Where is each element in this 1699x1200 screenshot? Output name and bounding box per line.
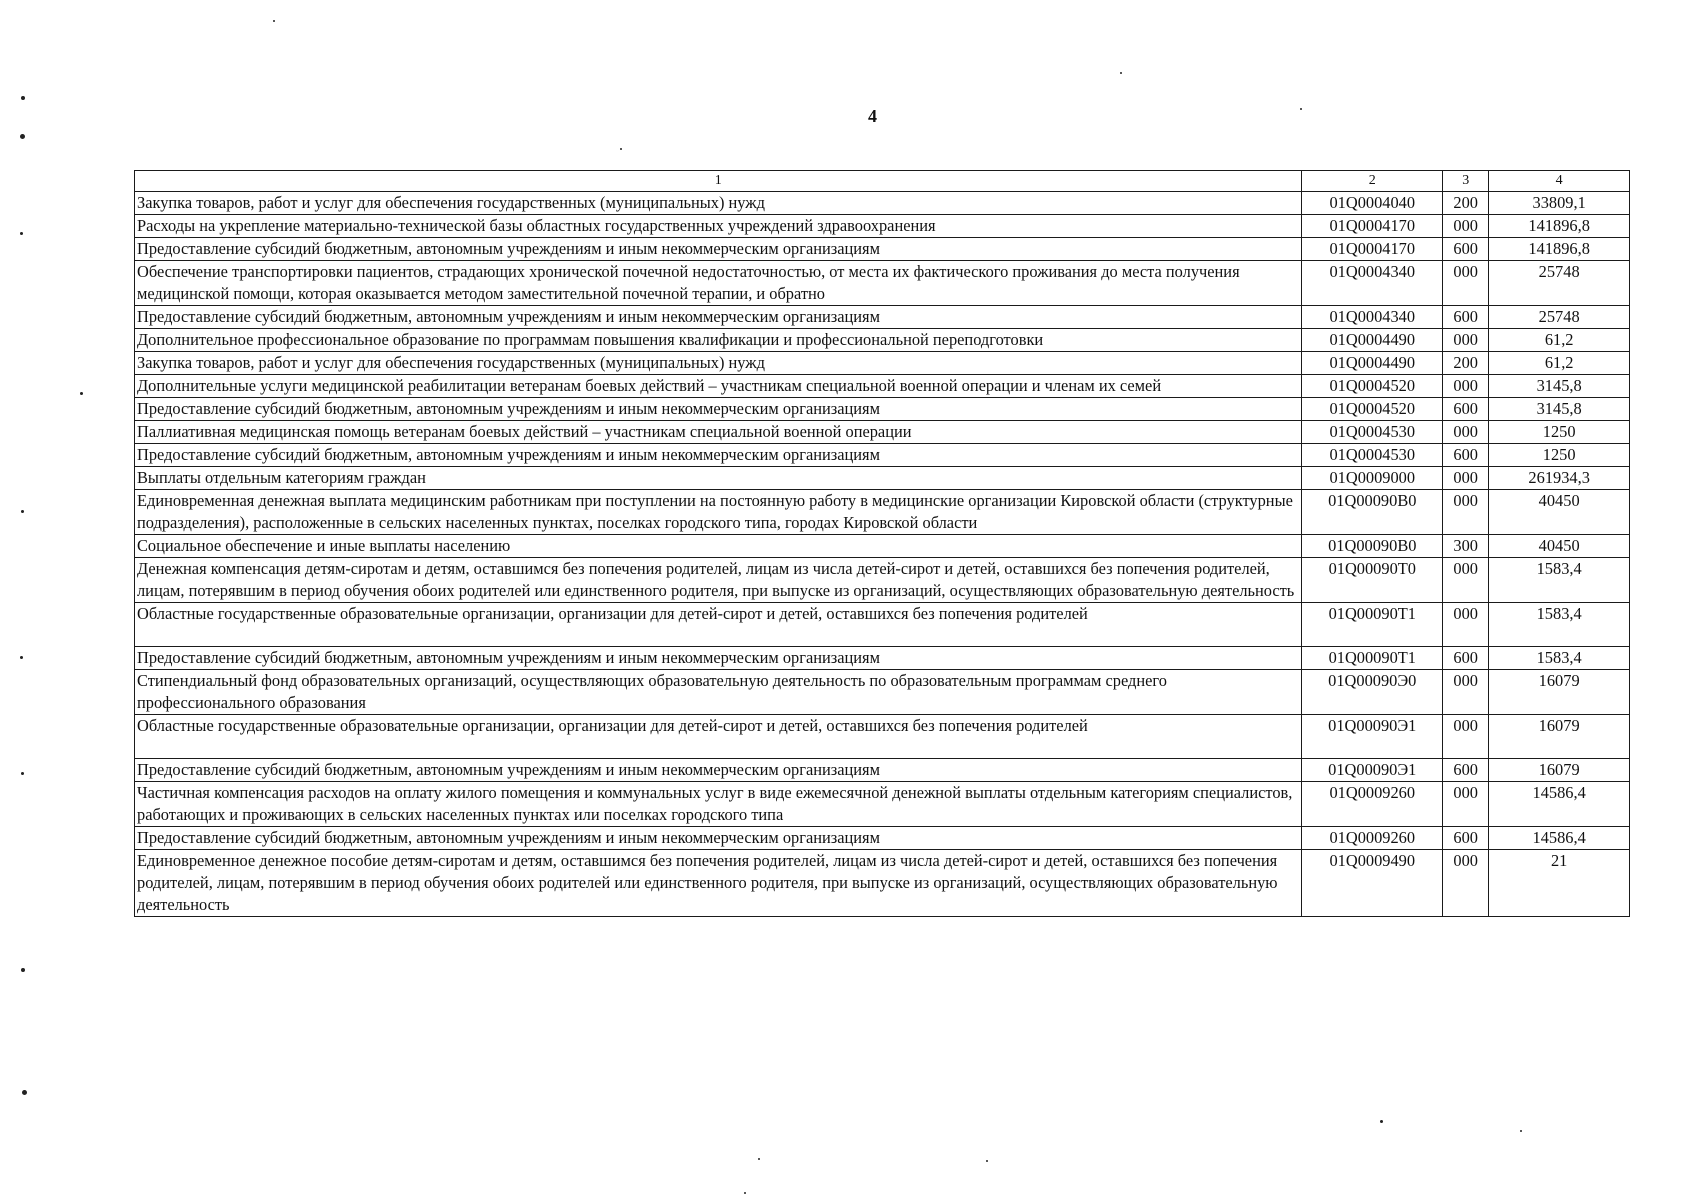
row-name-cell: Предоставление субсидий бюджетным, автономным учреждениям и иным некоммерческим организациям xyxy=(135,398,1302,421)
table-row xyxy=(135,306,1630,329)
scan-speck xyxy=(20,232,23,235)
row-type-cell: 000 xyxy=(1443,715,1489,759)
table-row xyxy=(135,238,1630,261)
row-name-cell: Предоставление субсидий бюджетным, автономным учреждениям и иным некоммерческим организациям xyxy=(135,444,1302,467)
row-type-cell: 000 xyxy=(1443,375,1489,398)
table-body xyxy=(135,192,1630,917)
row-sum-cell: 14586,4 xyxy=(1489,827,1630,850)
row-code-cell: 01Q00090Т1 xyxy=(1302,647,1443,670)
row-sum-cell: 33809,1 xyxy=(1489,192,1630,215)
row-type-cell: 300 xyxy=(1443,535,1489,558)
table-row xyxy=(135,261,1630,306)
row-sum-cell: 16079 xyxy=(1489,715,1630,759)
row-sum-cell: 14586,4 xyxy=(1489,782,1630,827)
row-code-cell: 01Q0004340 xyxy=(1302,261,1443,306)
row-name-cell: Денежная компенсация детям-сиротам и детям, оставшимся без попечения родителей, лицам из числа детей-сирот и детей, оставшихся без попечения родителей, лицам, потерявшим в период обучения обоих родителей или единственного родителя, при выпуске из организаций, осуществляющих образовательную деятельность xyxy=(135,558,1302,603)
row-sum-cell: 1250 xyxy=(1489,444,1630,467)
row-name-cell: Выплаты отдельным категориям граждан xyxy=(135,467,1302,490)
row-code-cell: 01Q00090Т1 xyxy=(1302,603,1443,647)
row-name-cell: Единовременное денежное пособие детям-сиротам и детям, оставшимся без попечения родителей, лицам из числа детей-сирот и детей, оставшихся без попечения родителей, лицам, потерявшим в период обучения обоих родителей или единственного родителя, при выпуске из организаций, осуществляющих образовательную деятельность xyxy=(135,850,1302,917)
table-row xyxy=(135,329,1630,352)
table-row xyxy=(135,670,1630,715)
row-name-cell: Дополнительное профессиональное образование по программам повышения квалификации и профессиональной переподготовки xyxy=(135,329,1302,352)
table-row xyxy=(135,715,1630,759)
row-code-cell: 01Q00090Э0 xyxy=(1302,670,1443,715)
table-row xyxy=(135,467,1630,490)
scan-speck xyxy=(1300,108,1302,110)
scan-speck xyxy=(21,772,24,775)
scan-speck xyxy=(20,134,25,139)
row-code-cell: 01Q0004040 xyxy=(1302,192,1443,215)
table-row xyxy=(135,490,1630,535)
header-col-4: 4 xyxy=(1489,171,1630,192)
row-sum-cell: 25748 xyxy=(1489,306,1630,329)
row-sum-cell: 40450 xyxy=(1489,535,1630,558)
scan-speck xyxy=(1380,1120,1383,1123)
row-code-cell: 01Q0009260 xyxy=(1302,827,1443,850)
row-sum-cell: 1583,4 xyxy=(1489,558,1630,603)
scan-speck xyxy=(986,1160,988,1162)
row-type-cell: 600 xyxy=(1443,306,1489,329)
table-row xyxy=(135,647,1630,670)
row-type-cell: 000 xyxy=(1443,329,1489,352)
scan-speck xyxy=(1120,72,1122,74)
row-type-cell: 000 xyxy=(1443,215,1489,238)
row-code-cell: 01Q00090В0 xyxy=(1302,535,1443,558)
row-sum-cell: 3145,8 xyxy=(1489,398,1630,421)
row-name-cell: Предоставление субсидий бюджетным, автономным учреждениям и иным некоммерческим организациям xyxy=(135,238,1302,261)
row-type-cell: 000 xyxy=(1443,490,1489,535)
scan-speck xyxy=(758,1158,760,1160)
row-sum-cell: 1583,4 xyxy=(1489,603,1630,647)
row-code-cell: 01Q00090Э1 xyxy=(1302,759,1443,782)
row-code-cell: 01Q0004530 xyxy=(1302,444,1443,467)
row-type-cell: 200 xyxy=(1443,192,1489,215)
scan-speck xyxy=(744,1192,746,1194)
row-name-cell: Областные государственные образовательные организации, организации для детей-сирот и детей, оставшихся без попечения родителей xyxy=(135,715,1302,759)
row-type-cell: 600 xyxy=(1443,444,1489,467)
page-number: 4 xyxy=(868,106,877,126)
row-name-cell: Предоставление субсидий бюджетным, автономным учреждениям и иным некоммерческим организациям xyxy=(135,306,1302,329)
table-row xyxy=(135,782,1630,827)
row-sum-cell: 1583,4 xyxy=(1489,647,1630,670)
row-code-cell: 01Q0004170 xyxy=(1302,215,1443,238)
row-code-cell: 01Q0004490 xyxy=(1302,329,1443,352)
scan-speck xyxy=(21,510,24,513)
row-sum-cell: 141896,8 xyxy=(1489,238,1630,261)
header-col-3: 3 xyxy=(1443,171,1489,192)
row-name-cell: Дополнительные услуги медицинской реабилитации ветеранам боевых действий – участникам специальной военной операции и членам их семей xyxy=(135,375,1302,398)
row-sum-cell: 61,2 xyxy=(1489,352,1630,375)
row-sum-cell: 16079 xyxy=(1489,670,1630,715)
row-type-cell: 000 xyxy=(1443,603,1489,647)
row-type-cell: 600 xyxy=(1443,827,1489,850)
row-type-cell: 600 xyxy=(1443,759,1489,782)
table-row xyxy=(135,603,1630,647)
row-sum-cell: 1250 xyxy=(1489,421,1630,444)
header-col-1: 1 xyxy=(135,171,1302,192)
scan-speck xyxy=(21,968,25,972)
row-name-cell: Обеспечение транспортировки пациентов, страдающих хронической почечной недостаточностью, от места их фактического проживания до места получения медицинской помощи, которая оказывается методом заместительной почечной терапии, и обратно xyxy=(135,261,1302,306)
table-row xyxy=(135,215,1630,238)
row-code-cell: 01Q0009000 xyxy=(1302,467,1443,490)
table-row xyxy=(135,398,1630,421)
scan-speck xyxy=(20,656,23,659)
row-code-cell: 01Q00090Т0 xyxy=(1302,558,1443,603)
row-code-cell: 01Q0004170 xyxy=(1302,238,1443,261)
row-sum-cell: 25748 xyxy=(1489,261,1630,306)
row-type-cell: 000 xyxy=(1443,670,1489,715)
row-name-cell: Частичная компенсация расходов на оплату жилого помещения и коммунальных услуг в виде ежемесячной денежной выплаты отдельным категориям специалистов, работающих и проживающих в сельских населенных пунктах или поселках городского типа xyxy=(135,782,1302,827)
row-sum-cell: 61,2 xyxy=(1489,329,1630,352)
row-code-cell: 01Q00090В0 xyxy=(1302,490,1443,535)
row-sum-cell: 40450 xyxy=(1489,490,1630,535)
scan-speck xyxy=(620,148,622,150)
table-row xyxy=(135,375,1630,398)
row-code-cell: 01Q0009260 xyxy=(1302,782,1443,827)
row-name-cell: Закупка товаров, работ и услуг для обеспечения государственных (муниципальных) нужд xyxy=(135,352,1302,375)
table-row xyxy=(135,444,1630,467)
scan-speck xyxy=(21,96,25,100)
header-col-2: 2 xyxy=(1302,171,1443,192)
row-sum-cell: 16079 xyxy=(1489,759,1630,782)
row-code-cell: 01Q0004520 xyxy=(1302,398,1443,421)
row-type-cell: 000 xyxy=(1443,782,1489,827)
row-code-cell: 01Q0009490 xyxy=(1302,850,1443,917)
scan-speck xyxy=(22,1090,27,1095)
scan-speck xyxy=(80,392,83,395)
row-sum-cell: 261934,3 xyxy=(1489,467,1630,490)
row-type-cell: 000 xyxy=(1443,850,1489,917)
row-sum-cell: 3145,8 xyxy=(1489,375,1630,398)
table-row xyxy=(135,827,1630,850)
scan-speck xyxy=(273,20,275,22)
row-type-cell: 600 xyxy=(1443,647,1489,670)
row-name-cell: Областные государственные образовательные организации, организации для детей-сирот и детей, оставшихся без попечения родителей xyxy=(135,603,1302,647)
row-name-cell: Предоставление субсидий бюджетным, автономным учреждениям и иным некоммерческим организациям xyxy=(135,827,1302,850)
budget-table xyxy=(134,170,1630,917)
row-code-cell: 01Q0004340 xyxy=(1302,306,1443,329)
table-row xyxy=(135,850,1630,917)
scan-speck xyxy=(1520,1130,1522,1132)
row-name-cell: Предоставление субсидий бюджетным, автономным учреждениям и иным некоммерческим организациям xyxy=(135,759,1302,782)
row-type-cell: 000 xyxy=(1443,421,1489,444)
table-row xyxy=(135,535,1630,558)
row-type-cell: 600 xyxy=(1443,398,1489,421)
row-sum-cell: 21 xyxy=(1489,850,1630,917)
row-code-cell: 01Q0004520 xyxy=(1302,375,1443,398)
table-row xyxy=(135,352,1630,375)
row-name-cell: Закупка товаров, работ и услуг для обеспечения государственных (муниципальных) нужд xyxy=(135,192,1302,215)
row-name-cell: Расходы на укрепление материально-технической базы областных государственных учреждений здравоохранения xyxy=(135,215,1302,238)
row-type-cell: 000 xyxy=(1443,261,1489,306)
row-name-cell: Предоставление субсидий бюджетным, автономным учреждениям и иным некоммерческим организациям xyxy=(135,647,1302,670)
table-row xyxy=(135,421,1630,444)
table-row xyxy=(135,192,1630,215)
row-code-cell: 01Q0004490 xyxy=(1302,352,1443,375)
row-code-cell: 01Q00090Э1 xyxy=(1302,715,1443,759)
row-sum-cell: 141896,8 xyxy=(1489,215,1630,238)
row-type-cell: 000 xyxy=(1443,558,1489,603)
table-row xyxy=(135,558,1630,603)
row-type-cell: 600 xyxy=(1443,238,1489,261)
row-name-cell: Единовременная денежная выплата медицинским работникам при поступлении на постоянную работу в медицинские организации Кировской области (структурные подразделения), расположенные в сельских населенных пунктах, поселках городского типа, городах Кировской области xyxy=(135,490,1302,535)
row-name-cell: Паллиативная медицинская помощь ветеранам боевых действий – участникам специальной военной операции xyxy=(135,421,1302,444)
table-row xyxy=(135,759,1630,782)
row-code-cell: 01Q0004530 xyxy=(1302,421,1443,444)
table-header-row xyxy=(135,171,1630,192)
row-name-cell: Стипендиальный фонд образовательных организаций, осуществляющих образовательную деятельность по образовательным программам среднего профессионального образования xyxy=(135,670,1302,715)
row-type-cell: 000 xyxy=(1443,467,1489,490)
row-name-cell: Социальное обеспечение и иные выплаты населению xyxy=(135,535,1302,558)
row-type-cell: 200 xyxy=(1443,352,1489,375)
